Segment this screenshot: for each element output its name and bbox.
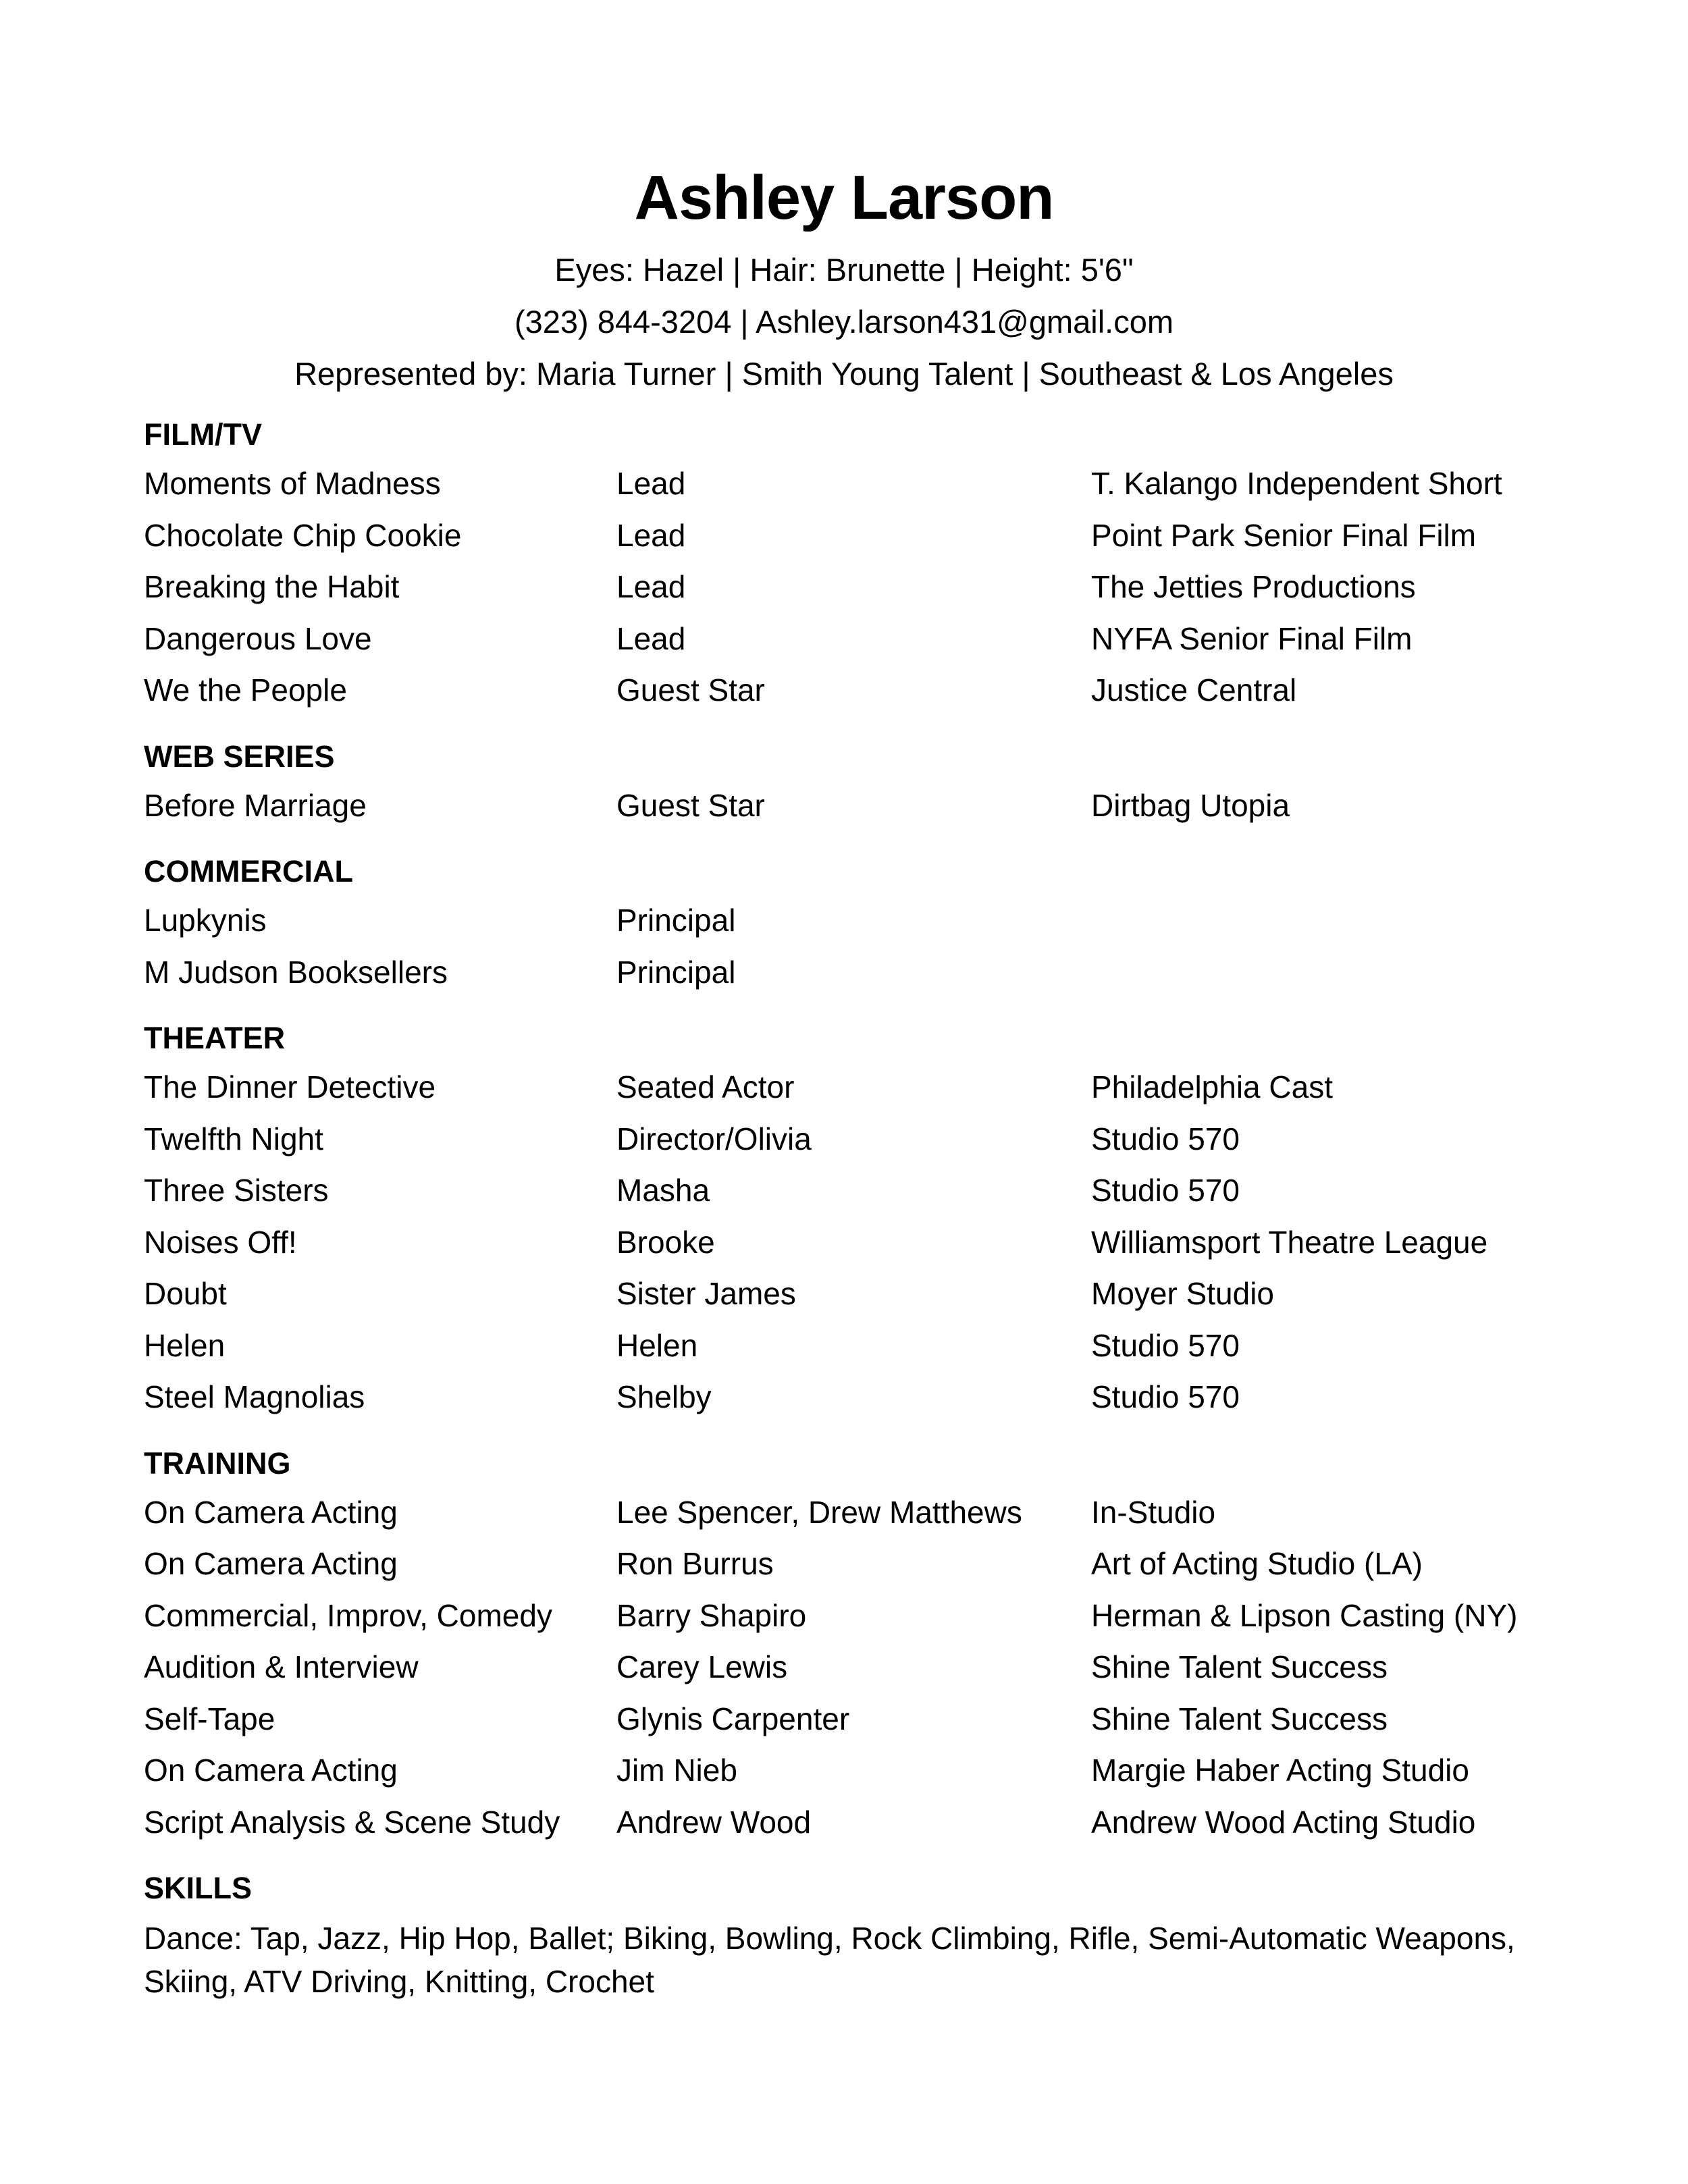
representation-info: Represented by: Maria Turner | Smith Young Talent | Southeast & Los Angeles — [294, 356, 1394, 392]
credit-title: Before Marriage — [144, 787, 367, 823]
credit-row — [144, 1744, 1568, 1796]
credit-role: Sister James — [616, 1276, 796, 1312]
credit-role: Ron Burrus — [616, 1546, 774, 1582]
credit-title: Noises Off! — [144, 1224, 297, 1260]
credit-title: On Camera Acting — [144, 1494, 398, 1530]
section-title: TRAINING — [144, 1445, 291, 1481]
credit-company: Moyer Studio — [1091, 1276, 1275, 1312]
credit-title: Helen — [144, 1327, 226, 1363]
credit-title: Script Analysis & Scene Study — [144, 1804, 560, 1840]
section-commercial — [144, 849, 1568, 998]
credit-row — [144, 1320, 1568, 1372]
credit-title: Doubt — [144, 1276, 227, 1312]
credit-company: Studio 570 — [1091, 1121, 1240, 1156]
actor-name: Ashley Larson — [634, 163, 1054, 232]
credit-company: T. Kalango Independent Short — [1091, 466, 1502, 502]
credit-company: Williamsport Theatre League — [1091, 1224, 1488, 1260]
credit-row — [144, 1796, 1568, 1848]
credit-company: NYFA Senior Final Film — [1091, 620, 1413, 656]
credit-title: Lupkynis — [144, 903, 267, 938]
credit-row — [144, 1217, 1568, 1269]
credit-title: Steel Magnolias — [144, 1379, 365, 1415]
credit-title: Self-Tape — [144, 1701, 275, 1736]
credit-row — [144, 1538, 1568, 1590]
credit-role: Director/Olivia — [616, 1121, 812, 1156]
credit-title: Breaking the Habit — [144, 569, 400, 605]
credit-row — [144, 1693, 1568, 1745]
credit-row — [144, 1590, 1568, 1642]
credit-role: Lead — [616, 466, 686, 502]
credit-role: Glynis Carpenter — [616, 1701, 850, 1736]
credit-title: On Camera Acting — [144, 1753, 398, 1788]
credit-row — [144, 458, 1568, 510]
credit-row — [144, 613, 1568, 665]
credit-role: Helen — [616, 1327, 698, 1363]
credit-role: Lead — [616, 620, 686, 656]
credit-role: Andrew Wood — [616, 1804, 812, 1840]
contact-info: (323) 844-3204 | Ashley.larson431@gmail.com — [514, 304, 1174, 340]
credit-company: Philadelphia Cast — [1091, 1069, 1334, 1105]
credit-row — [144, 780, 1568, 832]
credit-title: Commercial, Improv, Comedy — [144, 1597, 552, 1633]
credit-title: Twelfth Night — [144, 1121, 323, 1156]
credit-title: Moments of Madness — [144, 466, 441, 502]
section-skills — [144, 1865, 1568, 2003]
section-training — [144, 1441, 1568, 1848]
credit-role: Jim Nieb — [616, 1753, 737, 1788]
credit-company: Shine Talent Success — [1091, 1649, 1388, 1685]
section-film-tv — [144, 412, 1568, 716]
section-title: FILM/TV — [144, 417, 262, 452]
credit-row — [144, 895, 1568, 947]
credit-company: Herman & Lipson Casting (NY) — [1091, 1597, 1518, 1633]
credit-company: Studio 570 — [1091, 1173, 1240, 1208]
skills-text: Dance: Tap, Jazz, Hip Hop, Ballet; Biking, Bowling, Rock Climbing, Rifle, Semi-Automatic Weapons, Skiing, ATV Driving, Knitting, Crochet — [144, 1921, 1515, 1999]
credit-company: Studio 570 — [1091, 1327, 1240, 1363]
credit-company: Andrew Wood Acting Studio — [1091, 1804, 1476, 1840]
credit-company: Shine Talent Success — [1091, 1701, 1388, 1736]
credit-title: M Judson Booksellers — [144, 954, 448, 990]
credit-role: Seated Actor — [616, 1069, 795, 1105]
credit-row — [144, 1641, 1568, 1693]
credit-role: Masha — [616, 1173, 710, 1208]
credit-role: Shelby — [616, 1379, 712, 1415]
credit-row — [144, 1371, 1568, 1423]
credit-title: Chocolate Chip Cookie — [144, 517, 462, 553]
credit-role: Carey Lewis — [616, 1649, 788, 1685]
credit-title: Three Sisters — [144, 1173, 329, 1208]
credit-role: Principal — [616, 954, 736, 990]
credit-role: Barry Shapiro — [616, 1597, 807, 1633]
credit-row — [144, 664, 1568, 716]
credit-title: Audition & Interview — [144, 1649, 419, 1685]
resume-content — [144, 412, 1568, 2021]
credit-row — [144, 1061, 1568, 1113]
credit-row — [144, 561, 1568, 613]
section-web-series — [144, 734, 1568, 832]
credit-role: Lead — [616, 517, 686, 553]
credit-role: Lee Spencer, Drew Matthews — [616, 1494, 1022, 1530]
credit-company: The Jetties Productions — [1091, 569, 1416, 605]
section-title: WEB SERIES — [144, 739, 335, 774]
credit-role: Guest Star — [616, 672, 765, 708]
section-theater — [144, 1015, 1568, 1423]
credit-row — [144, 947, 1568, 998]
physical-attributes: Eyes: Hazel | Hair: Brunette | Height: 5'6" — [554, 252, 1134, 288]
section-title: SKILLS — [144, 1871, 253, 1905]
credit-title: Dangerous Love — [144, 620, 372, 656]
credit-title: We the People — [144, 672, 347, 708]
credit-role: Brooke — [616, 1224, 715, 1260]
credit-company: Point Park Senior Final Film — [1091, 517, 1477, 553]
credit-company: Margie Haber Acting Studio — [1091, 1753, 1469, 1788]
credit-row — [144, 1165, 1568, 1217]
credit-company: Justice Central — [1091, 672, 1297, 708]
credit-role: Lead — [616, 569, 686, 605]
credit-company: In-Studio — [1091, 1494, 1216, 1530]
section-title: THEATER — [144, 1021, 286, 1055]
credit-role: Principal — [616, 903, 736, 938]
credit-company: Art of Acting Studio (LA) — [1091, 1546, 1423, 1582]
credit-role: Guest Star — [616, 787, 765, 823]
credit-row — [144, 510, 1568, 562]
credit-row — [144, 1113, 1568, 1165]
credit-title: On Camera Acting — [144, 1546, 398, 1582]
credit-row — [144, 1487, 1568, 1539]
credit-title: The Dinner Detective — [144, 1069, 436, 1105]
credit-company: Dirtbag Utopia — [1091, 787, 1290, 823]
credit-row — [144, 1268, 1568, 1320]
section-title: COMMERCIAL — [144, 854, 353, 888]
credit-company: Studio 570 — [1091, 1379, 1240, 1415]
